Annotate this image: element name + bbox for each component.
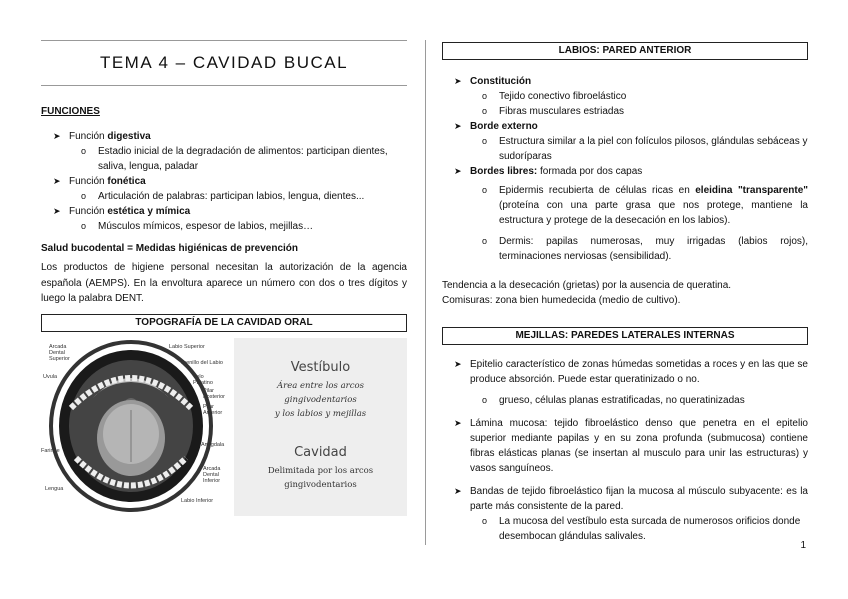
topografia-heading: TOPOGRAFÍA DE LA CAVIDAD ORAL: [41, 314, 407, 332]
vestibulo-desc-1: Área entre los arcos: [277, 380, 364, 391]
oral-cavity-figure: [41, 338, 407, 518]
label-uvula: Uvula: [43, 373, 58, 380]
functions-heading: FUNCIONES: [41, 106, 100, 117]
label-arcada-inf: Arcada Dental Inferior: [203, 465, 221, 484]
list-item: ➤ Bandas de tejido fibroelástico fijan la mucosa al músculo subyacente: es la parte más consistente de la pared.: [442, 484, 808, 514]
functions-list: [41, 129, 407, 234]
label-velo: Velo Palatino: [193, 373, 213, 386]
label-labio-sup: Labio Superior: [169, 343, 205, 350]
list-item: o Estructura similar a la piel con folículos pilosos, glándulas sebáceas y sudoríparas: [442, 134, 808, 164]
list-item: ➤ Epitelio característico de zonas húmedas sometidas a roces y en las que se produce absorción. Puede estar queratinizado o no.: [442, 357, 808, 387]
label-labio-inf: Labio Inferior: [181, 497, 214, 504]
salud-heading: Salud bucodental = Medidas higiénicas de prevención: [41, 243, 299, 254]
labios-list: [442, 74, 808, 264]
cavidad-desc-1: Delimitada por los arcos: [267, 465, 374, 476]
list-item: o Fibras musculares estriadas: [442, 104, 808, 119]
label-arcada-sup: Arcada Dental Superior: [49, 343, 70, 362]
page-number: 1: [800, 540, 806, 551]
left-column: [41, 40, 407, 518]
tendencia-text: Tendencia a la desecación (grietas) por la ausencia de queratina.: [442, 280, 732, 291]
column-divider: [425, 40, 426, 545]
list-item: o Músculos mímicos, espesor de labios, mejillas…: [41, 219, 407, 234]
mejillas-list: [442, 357, 808, 544]
list-item: o grueso, células planas estratificadas, no queratinizadas: [442, 393, 808, 408]
right-column: [442, 40, 808, 544]
figure-legend-panel: [234, 338, 407, 516]
cavidad-title: Cavidad: [294, 444, 347, 460]
list-item: o Dermis: papilas numerosas, muy irrigadas (labios rojos), terminaciones nerviosas (sensibilidad).: [442, 234, 808, 264]
list-item: ➤ Constitución: [442, 74, 808, 89]
comisuras-text: Comisuras: zona bien humedecida (medio de cultivo).: [442, 295, 681, 306]
salud-paragraph: Los productos de higiene personal necesitan la autorización de la agencia española (AEMPS). En la envoltura aparece un número con dos o tres dígitos y luego la palabra DENT.: [41, 262, 407, 304]
list-item: o La mucosa del vestíbulo esta surcada de numerosos orificios donde desembocan glándulas salivales.: [442, 514, 808, 544]
cavidad-desc-2: gingivodentarios: [284, 479, 357, 490]
label-pilar-post: Pilar Posterior: [203, 387, 226, 400]
label-amigdala: Amígdala: [201, 441, 225, 448]
list-item: o Articulación de palabras: participan labios, lengua, dientes...: [41, 189, 407, 204]
label-faringe: Faringe: [41, 447, 60, 454]
list-item: o Tejido conectivo fibroelástico: [442, 89, 808, 104]
labios-heading: LABIOS: PARED ANTERIOR: [442, 42, 808, 60]
list-item: o Estadio inicial de la degradación de alimentos: participan dientes, saliva, lengua, paladar: [41, 144, 407, 174]
vestibulo-desc-3: y los labios y mejillas: [274, 408, 367, 419]
label-frenillo: Frenillo del Labio: [181, 359, 223, 366]
title-box: [41, 40, 407, 86]
list-item: ➤ Bordes libres: formada por dos capas: [442, 164, 808, 179]
vestibulo-title: Vestíbulo: [290, 359, 351, 375]
label-lengua: Lengua: [45, 485, 64, 492]
mejillas-heading: MEJILLAS: PAREDES LATERALES INTERNAS: [442, 327, 808, 345]
list-item: o Epidermis recubierta de células ricas en eleidina "transparente" (proteína con una parte grasa que nos protege, mantiene la estructura y protege de la desecación en los labios).: [442, 183, 808, 228]
page-title: TEMA 4 – CAVIDAD BUCAL: [99, 53, 349, 72]
list-item: ➤ Borde externo: [442, 119, 808, 134]
list-item: ➤ Función estética y mímica: [41, 204, 407, 219]
list-item: ➤ Función fonética: [41, 174, 407, 189]
vestibulo-desc-2: gingivodentarios: [284, 394, 357, 405]
list-item: ➤ Función digestiva: [41, 129, 407, 144]
label-pilar-ant: Pilar Anterior: [203, 403, 223, 416]
list-item: ➤ Lámina mucosa: tejido fibroelástico denso que penetra en el epitelio superior mediante papilas y en su zona profunda (submucosa) contiene fibras elásticas planas (se insertan al musculo para unir las estructuras) y vasos sanguíneos.: [442, 416, 808, 476]
